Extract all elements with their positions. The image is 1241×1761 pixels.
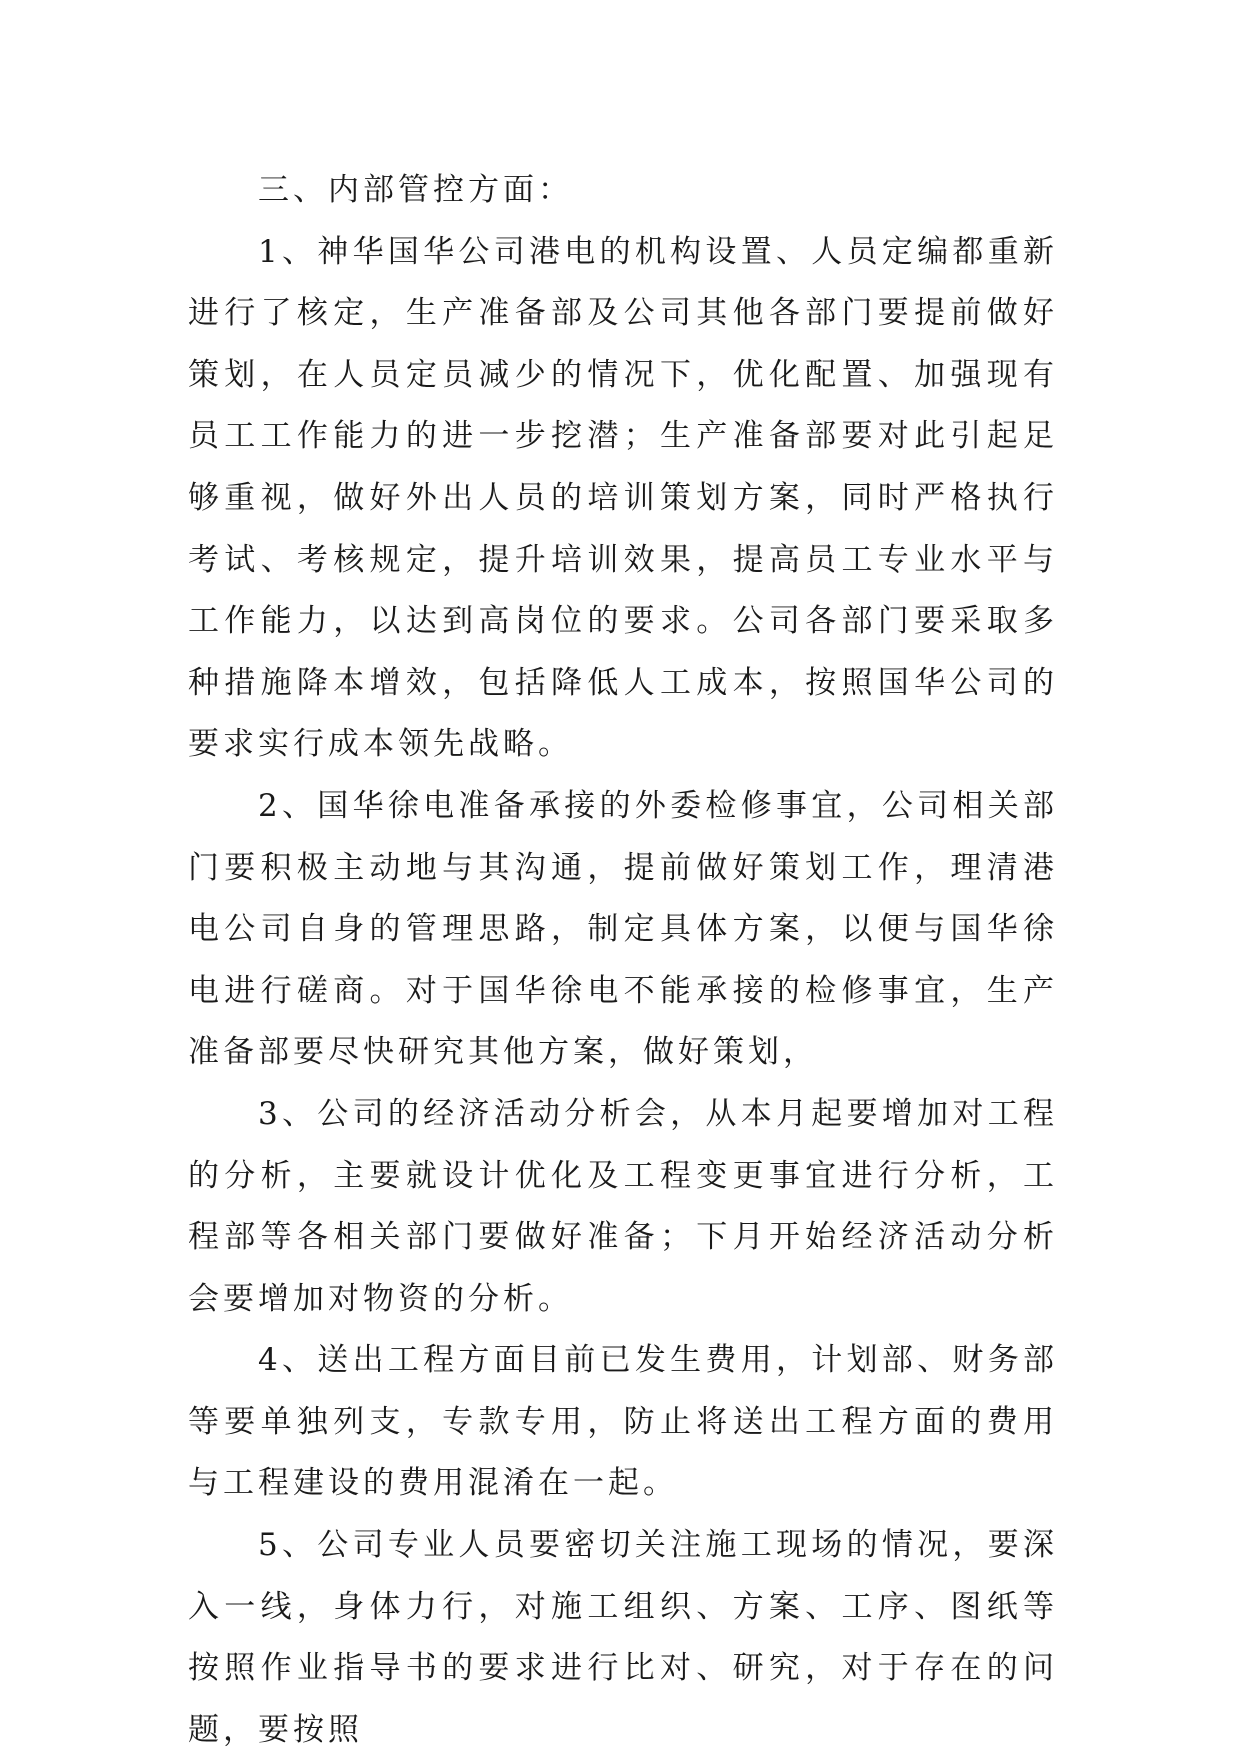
paragraph-3: 3、公司的经济活动分析会，从本月起要增加对工程的分析，主要就设计优化及工程变更事宜进行分析，工程部等各相关部门要做好准备；下月开始经济活动分析会要增加对物资的分析。 [188,1095,1058,1317]
paragraph-5: 5、公司专业人员要密切关注施工现场的情况，要深入一线，身体力行，对施工组织、方案、工序、图纸等按照作业指导书的要求进行比对、研究，对于存在的问题，要按照 [188,1527,1058,1748]
paragraph-4: 4、送出工程方面目前已发生费用，计划部、财务部等要单独列支，专款专用，防止将送出工程方面的费用与工程建设的费用混淆在一起。 [188,1342,1058,1502]
paragraph-1: 1、神华国华公司港电的机构设置、人员定编都重新进行了核定，生产准备部及公司其他各部门要提前做好策划，在人员定员减少的情况下，优化配置、加强现有员工工作能力的进一步挖潜；生产准备部要对此引起足够重视，做好外出人员的培训策划方案，同时严格执行考试、考核规定，提升培训效果，提高员工专业水平与工作能力，以达到高岗位的要求。公司各部门要采取多种措施降本增效，包括降低人工成本，按照国华公司的要求实行成本领先战略。 [188,233,1058,763]
paragraph-2: 2、国华徐电准备承接的外委检修事宜，公司相关部门要积极主动地与其沟通，提前做好策划工作，理清港电公司自身的管理思路，制定具体方案，以便与国华徐电进行磋商。对于国华徐电不能承接的检修事宜，生产准备部要尽快研究其他方案，做好策划， [188,787,1058,1071]
section-heading: 三、内部管控方面： [258,172,573,208]
document-body [188,160,1058,1761]
